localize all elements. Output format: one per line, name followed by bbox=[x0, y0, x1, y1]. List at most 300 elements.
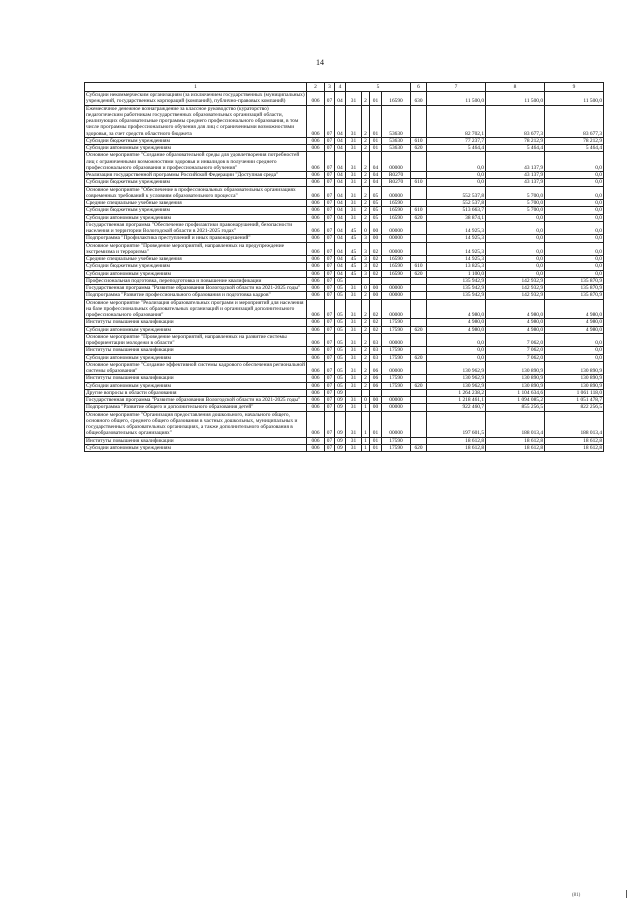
subsection-code-cell: 09 bbox=[335, 411, 346, 437]
amount-2021-cell: 0,0 bbox=[427, 152, 486, 172]
subprogram-code-cell: 3 bbox=[362, 256, 370, 263]
page-number: 14 bbox=[316, 58, 324, 67]
section-code-cell: 07 bbox=[325, 186, 335, 200]
section-code-cell: 07 bbox=[325, 105, 335, 137]
table-row bbox=[85, 361, 604, 375]
row-name-cell: Подпрограмма "Развитие общего и дополнительного образования детей" bbox=[85, 404, 307, 411]
section-code-cell: 07 bbox=[325, 333, 335, 347]
direction-code-cell: 16590 bbox=[382, 200, 411, 207]
header-cell: 2 bbox=[307, 83, 325, 92]
expense-type-cell bbox=[411, 277, 427, 284]
expense-type-cell bbox=[411, 389, 427, 396]
amount-2022-cell: 43 137,9 bbox=[486, 152, 545, 172]
amount-2022-cell: 11 500,0 bbox=[486, 92, 545, 106]
program-code-cell: 31 bbox=[346, 437, 362, 444]
amount-2023-cell: 135 870,9 bbox=[545, 277, 604, 284]
table-row bbox=[85, 105, 604, 137]
subsection-code-cell: 05 bbox=[335, 354, 346, 361]
section-code-cell: 07 bbox=[325, 235, 335, 242]
section-code-cell: 07 bbox=[325, 361, 335, 375]
direction-code-cell: 00000 bbox=[382, 411, 411, 437]
section-code-cell: 07 bbox=[325, 354, 335, 361]
ministry-code-cell: 006 bbox=[307, 333, 325, 347]
subsection-code-cell: 04 bbox=[335, 221, 346, 235]
direction-code-cell bbox=[382, 277, 411, 284]
amount-2022-cell: 1 104 634,6 bbox=[486, 389, 545, 396]
expense-type-cell: 620 bbox=[411, 214, 427, 221]
expense-type-cell bbox=[411, 397, 427, 404]
subprogram-code-cell bbox=[362, 277, 370, 284]
program-code-cell: 31 bbox=[346, 145, 362, 152]
row-name-cell: Реализация государственной программы Российской Федерации "Доступная среда" bbox=[85, 172, 307, 179]
budget-table bbox=[84, 82, 604, 452]
amount-2022-cell: 142 932,9 bbox=[486, 285, 545, 292]
amount-2022-cell: 142 932,9 bbox=[486, 277, 545, 284]
row-name-cell: Субсидии автономным учреждениям bbox=[85, 214, 307, 221]
subprogram-code-cell: 0 bbox=[362, 285, 370, 292]
subsection-code-cell: 04 bbox=[335, 270, 346, 277]
amount-2022-cell: 18 612,8 bbox=[486, 444, 545, 451]
direction-code-cell: 53630 bbox=[382, 105, 411, 137]
expense-type-cell bbox=[411, 186, 427, 200]
activity-code-cell: 04 bbox=[370, 152, 382, 172]
subprogram-code-cell: 1 bbox=[362, 437, 370, 444]
table-row bbox=[85, 137, 604, 144]
table-row bbox=[85, 186, 604, 200]
program-code-cell: 31 bbox=[346, 333, 362, 347]
activity-code-cell: 02 bbox=[370, 242, 382, 256]
section-code-cell: 07 bbox=[325, 375, 335, 382]
table-row bbox=[85, 404, 604, 411]
section-code-cell: 07 bbox=[325, 214, 335, 221]
subprogram-code-cell: 3 bbox=[362, 270, 370, 277]
ministry-code-cell: 006 bbox=[307, 375, 325, 382]
program-code-cell: 31 bbox=[346, 347, 362, 354]
section-code-cell: 07 bbox=[325, 256, 335, 263]
activity-code-cell: 00 bbox=[370, 235, 382, 242]
amount-2021-cell: 135 942,9 bbox=[427, 292, 486, 299]
table-row bbox=[85, 326, 604, 333]
program-code-cell bbox=[346, 277, 362, 284]
amount-2022-cell: 43 137,9 bbox=[486, 172, 545, 179]
expense-type-cell bbox=[411, 319, 427, 326]
row-name-cell: Субсидии бюджетным учреждениям bbox=[85, 137, 307, 144]
activity-code-cell: 04 bbox=[370, 172, 382, 179]
program-code-cell: 45 bbox=[346, 270, 362, 277]
section-code-cell: 07 bbox=[325, 242, 335, 256]
activity-code-cell: 01 bbox=[370, 145, 382, 152]
program-code-cell: 31 bbox=[346, 214, 362, 221]
ministry-code-cell: 006 bbox=[307, 242, 325, 256]
amount-2022-cell: 78 212,9 bbox=[486, 137, 545, 144]
subsection-code-cell: 05 bbox=[335, 292, 346, 299]
subprogram-code-cell: 3 bbox=[362, 235, 370, 242]
amount-2023-cell: 0,0 bbox=[545, 152, 604, 172]
direction-code-cell: 00000 bbox=[382, 285, 411, 292]
subprogram-code-cell: 2 bbox=[362, 92, 370, 106]
section-code-cell: 07 bbox=[325, 389, 335, 396]
section-code-cell: 07 bbox=[325, 319, 335, 326]
direction-code-cell: 00000 bbox=[382, 292, 411, 299]
table-row bbox=[85, 242, 604, 256]
subprogram-code-cell: 2 bbox=[362, 375, 370, 382]
activity-code-cell: 06 bbox=[370, 382, 382, 389]
direction-code-cell: 00000 bbox=[382, 397, 411, 404]
amount-2023-cell: 83 677,3 bbox=[545, 105, 604, 137]
program-code-cell: 31 bbox=[346, 200, 362, 207]
program-code-cell: 45 bbox=[346, 221, 362, 235]
amount-2023-cell: 0,0 bbox=[545, 221, 604, 235]
row-name-cell: Субсидии бюджетным учреждениям bbox=[85, 179, 307, 186]
amount-2022-cell: 4 980,0 bbox=[486, 319, 545, 326]
footer-mark bbox=[626, 890, 627, 898]
expense-type-cell bbox=[411, 221, 427, 235]
amount-2021-cell: 14 925,3 bbox=[427, 242, 486, 256]
row-name-cell: Субсидии автономным учреждениям bbox=[85, 145, 307, 152]
program-code-cell bbox=[346, 389, 362, 396]
activity-code-cell: 05 bbox=[370, 214, 382, 221]
direction-code-cell: 00000 bbox=[382, 404, 411, 411]
program-code-cell: 45 bbox=[346, 235, 362, 242]
ministry-code-cell: 006 bbox=[307, 172, 325, 179]
subsection-code-cell: 09 bbox=[335, 397, 346, 404]
subsection-code-cell: 04 bbox=[335, 179, 346, 186]
program-code-cell: 31 bbox=[346, 397, 362, 404]
amount-2023-cell: 0,0 bbox=[545, 172, 604, 179]
amount-2021-cell: 82 702,1 bbox=[427, 105, 486, 137]
ministry-code-cell: 006 bbox=[307, 92, 325, 106]
section-code-cell: 07 bbox=[325, 179, 335, 186]
activity-code-cell: 02 bbox=[370, 326, 382, 333]
program-code-cell: 31 bbox=[346, 285, 362, 292]
row-name-cell: Субсидии бюджетным учреждениям bbox=[85, 263, 307, 270]
direction-code-cell: R0270 bbox=[382, 172, 411, 179]
amount-2022-cell: 130 890,9 bbox=[486, 382, 545, 389]
amount-2022-cell: 4 980,0 bbox=[486, 299, 545, 319]
ministry-code-cell: 006 bbox=[307, 235, 325, 242]
subsection-code-cell: 04 bbox=[335, 137, 346, 144]
activity-code-cell: 00 bbox=[370, 285, 382, 292]
subsection-code-cell: 05 bbox=[335, 319, 346, 326]
subprogram-code-cell: 2 bbox=[362, 152, 370, 172]
ministry-code-cell: 006 bbox=[307, 361, 325, 375]
activity-code-cell: 01 bbox=[370, 444, 382, 451]
expense-type-cell: 610 bbox=[411, 179, 427, 186]
program-code-cell: 31 bbox=[346, 444, 362, 451]
ministry-code-cell: 006 bbox=[307, 411, 325, 437]
activity-code-cell: 02 bbox=[370, 299, 382, 319]
ministry-code-cell: 006 bbox=[307, 152, 325, 172]
program-code-cell: 31 bbox=[346, 152, 362, 172]
amount-2023-cell: 0,0 bbox=[545, 354, 604, 361]
amount-2022-cell: 0,0 bbox=[486, 256, 545, 263]
table-row bbox=[85, 382, 604, 389]
subprogram-code-cell: 2 bbox=[362, 214, 370, 221]
subprogram-code-cell: 2 bbox=[362, 207, 370, 214]
row-name-cell: Институты повышения квалификации bbox=[85, 437, 307, 444]
header-cell: 4 bbox=[335, 83, 346, 92]
amount-2021-cell: 14 925,3 bbox=[427, 256, 486, 263]
subprogram-code-cell: 2 bbox=[362, 319, 370, 326]
amount-2022-cell: 5 700,0 bbox=[486, 186, 545, 200]
amount-2022-cell: 18 612,8 bbox=[486, 437, 545, 444]
direction-code-cell: 00000 bbox=[382, 235, 411, 242]
ministry-code-cell: 006 bbox=[307, 285, 325, 292]
ministry-code-cell: 006 bbox=[307, 263, 325, 270]
amount-2022-cell: 5 700,0 bbox=[486, 207, 545, 214]
subsection-code-cell: 04 bbox=[335, 152, 346, 172]
subsection-code-cell: 09 bbox=[335, 389, 346, 396]
amount-2022-cell: 43 137,9 bbox=[486, 179, 545, 186]
ministry-code-cell: 006 bbox=[307, 207, 325, 214]
expense-type-cell: 630 bbox=[411, 92, 427, 106]
subsection-code-cell: 05 bbox=[335, 277, 346, 284]
ministry-code-cell: 006 bbox=[307, 347, 325, 354]
amount-2021-cell: 18 612,8 bbox=[427, 437, 486, 444]
direction-code-cell: 16590 bbox=[382, 263, 411, 270]
activity-code-cell: 00 bbox=[370, 404, 382, 411]
amount-2021-cell: 922 460,7 bbox=[427, 404, 486, 411]
activity-code-cell: 02 bbox=[370, 319, 382, 326]
expense-type-cell: 610 bbox=[411, 207, 427, 214]
amount-2021-cell: 1 218 461,1 bbox=[427, 397, 486, 404]
row-name-cell: Субсидии автономным учреждениям bbox=[85, 382, 307, 389]
activity-code-cell: 03 bbox=[370, 347, 382, 354]
header-cell: 5 bbox=[346, 83, 411, 92]
direction-code-cell: 17590 bbox=[382, 326, 411, 333]
activity-code-cell: 01 bbox=[370, 92, 382, 106]
row-name-cell: Основное мероприятие "Проведение мероприятий, направленных на развитие системы профориентации молодежи в области" bbox=[85, 333, 307, 347]
row-name-cell: Институты повышения квалификации bbox=[85, 375, 307, 382]
amount-2023-cell: 822 256,5 bbox=[545, 404, 604, 411]
ministry-code-cell: 006 bbox=[307, 221, 325, 235]
activity-code-cell bbox=[370, 277, 382, 284]
expense-type-cell: 620 bbox=[411, 382, 427, 389]
program-code-cell: 31 bbox=[346, 179, 362, 186]
header-cell: 6 bbox=[411, 83, 427, 92]
amount-2022-cell: 0,0 bbox=[486, 221, 545, 235]
program-code-cell: 31 bbox=[346, 92, 362, 106]
amount-2021-cell: 4 980,0 bbox=[427, 326, 486, 333]
expense-type-cell: 620 bbox=[411, 444, 427, 451]
activity-code-cell: 06 bbox=[370, 361, 382, 375]
subsection-code-cell: 04 bbox=[335, 172, 346, 179]
section-code-cell: 07 bbox=[325, 404, 335, 411]
amount-2021-cell: 4 980,0 bbox=[427, 299, 486, 319]
amount-2023-cell: 188 013,4 bbox=[545, 411, 604, 437]
amount-2022-cell: 5 464,4 bbox=[486, 145, 545, 152]
direction-code-cell: 17590 bbox=[382, 444, 411, 451]
subprogram-code-cell: 0 bbox=[362, 221, 370, 235]
amount-2021-cell: 130 962,9 bbox=[427, 361, 486, 375]
row-name-cell: Профессиональная подготовка, переподготовка и повышение квалификации bbox=[85, 277, 307, 284]
amount-2022-cell: 188 013,4 bbox=[486, 411, 545, 437]
activity-code-cell: 00 bbox=[370, 397, 382, 404]
section-code-cell: 07 bbox=[325, 292, 335, 299]
subsection-code-cell: 05 bbox=[335, 299, 346, 319]
subsection-code-cell: 04 bbox=[335, 263, 346, 270]
section-code-cell: 07 bbox=[325, 145, 335, 152]
row-name-cell: Субсидии некоммерческим организациям (за исключением государственных (муниципальных) учреждений, государственных корпораций (компаний), публично-правовых компаний) bbox=[86, 92, 305, 105]
expense-type-cell: 610 bbox=[411, 263, 427, 270]
direction-code-cell: 00000 bbox=[382, 299, 411, 319]
amount-2023-cell: 0,0 bbox=[545, 333, 604, 347]
amount-2022-cell: 0,0 bbox=[486, 235, 545, 242]
header-cell: 8 bbox=[486, 83, 545, 92]
activity-code-cell: 01 bbox=[370, 411, 382, 437]
row-name-cell: Государственная программа "Обеспечение профилактики правонарушений, безопасности населения и территории Вологодской области в 2021-2025 годах" bbox=[85, 221, 307, 235]
subprogram-code-cell: 2 bbox=[362, 292, 370, 299]
subprogram-code-cell: 2 bbox=[362, 354, 370, 361]
section-code-cell: 07 bbox=[325, 326, 335, 333]
expense-type-cell bbox=[411, 256, 427, 263]
direction-code-cell: 00000 bbox=[382, 333, 411, 347]
table-row bbox=[85, 256, 604, 263]
subsection-code-cell: 04 bbox=[335, 200, 346, 207]
ministry-code-cell: 006 bbox=[307, 200, 325, 207]
activity-code-cell: 05 bbox=[370, 200, 382, 207]
row-name-cell: Ежемесячное денежное вознаграждение за классное руководство (кураторство) педагогическим работникам государственных образовательных организаций области, реализующих образовательные программы среднего профессионального образования, в том числе программы профессионального обучения для лиц с ограниченными возможностями здоровья, за счет средств областного бюджета bbox=[85, 105, 307, 137]
subsection-code-cell: 04 bbox=[335, 105, 346, 137]
row-name-cell: Подпрограмма "Развитие профессионального образования и подготовка кадров" bbox=[85, 292, 307, 299]
ministry-code-cell: 006 bbox=[307, 404, 325, 411]
amount-2023-cell: 78 212,9 bbox=[545, 137, 604, 144]
subprogram-code-cell: 2 bbox=[362, 361, 370, 375]
expense-type-cell bbox=[411, 347, 427, 354]
amount-2021-cell: 11 500,0 bbox=[427, 92, 486, 106]
amount-2022-cell: 5 700,0 bbox=[486, 200, 545, 207]
expense-type-cell bbox=[411, 105, 427, 137]
expense-type-cell: 620 bbox=[411, 270, 427, 277]
subsection-code-cell: 05 bbox=[335, 285, 346, 292]
program-code-cell: 31 bbox=[346, 361, 362, 375]
table-row bbox=[85, 263, 604, 270]
table-row bbox=[85, 270, 604, 277]
expense-type-cell bbox=[411, 292, 427, 299]
amount-2023-cell: 130 890,9 bbox=[545, 361, 604, 375]
expense-type-cell bbox=[411, 411, 427, 437]
ministry-code-cell: 006 bbox=[307, 299, 325, 319]
subprogram-code-cell: 2 bbox=[362, 137, 370, 144]
amount-2022-cell: 0,0 bbox=[486, 242, 545, 256]
amount-2021-cell: 552 537,8 bbox=[427, 200, 486, 207]
amount-2023-cell: 11 500,0 bbox=[545, 92, 604, 106]
amount-2023-cell: 0,0 bbox=[545, 200, 604, 207]
amount-2022-cell: 1 094 085,2 bbox=[486, 397, 545, 404]
amount-2021-cell: 14 925,3 bbox=[427, 221, 486, 235]
ministry-code-cell: 006 bbox=[307, 389, 325, 396]
program-code-cell: 31 bbox=[346, 382, 362, 389]
subprogram-code-cell: 2 bbox=[362, 200, 370, 207]
subsection-code-cell: 05 bbox=[335, 361, 346, 375]
program-code-cell: 31 bbox=[346, 105, 362, 137]
direction-code-cell: 17590 bbox=[382, 375, 411, 382]
activity-code-cell: 00 bbox=[370, 292, 382, 299]
ministry-code-cell: 006 bbox=[307, 256, 325, 263]
table-row bbox=[85, 333, 604, 347]
row-name-cell: Субсидии автономным учреждениям bbox=[85, 326, 307, 333]
amount-2021-cell: 130 962,9 bbox=[427, 375, 486, 382]
row-name-cell: Основное мероприятие "Обеспечение в профессиональных образовательных организациях современных требований к условиям образовательного процесса" bbox=[85, 186, 307, 200]
amount-2021-cell: 0,0 bbox=[427, 354, 486, 361]
row-name-cell: Средние специальные учебные заведения bbox=[85, 256, 307, 263]
table-row bbox=[85, 411, 604, 437]
ministry-code-cell: 006 bbox=[307, 179, 325, 186]
table-row bbox=[85, 277, 604, 284]
row-name-cell: Государственная программа "Развитие образования Вологодской области на 2021-2025 годы" bbox=[85, 397, 307, 404]
subprogram-code-cell: 2 bbox=[362, 326, 370, 333]
subsection-code-cell: 04 bbox=[335, 92, 346, 106]
direction-code-cell: 53630 bbox=[382, 145, 411, 152]
section-code-cell: 07 bbox=[325, 444, 335, 451]
ministry-code-cell: 006 bbox=[307, 397, 325, 404]
section-code-cell: 07 bbox=[325, 437, 335, 444]
direction-code-cell: 17590 bbox=[382, 437, 411, 444]
subprogram-code-cell: 3 bbox=[362, 263, 370, 270]
amount-2023-cell: 0,0 bbox=[545, 214, 604, 221]
table-body bbox=[85, 92, 604, 452]
activity-code-cell: 05 bbox=[370, 186, 382, 200]
amount-2023-cell: 18 612,8 bbox=[545, 437, 604, 444]
amount-2022-cell: 130 890,9 bbox=[486, 375, 545, 382]
subprogram-code-cell bbox=[362, 389, 370, 396]
amount-2023-cell: 4 980,0 bbox=[545, 319, 604, 326]
amount-2023-cell: 135 870,9 bbox=[545, 292, 604, 299]
footer-note: (81) bbox=[572, 893, 581, 898]
ministry-code-cell: 006 bbox=[307, 292, 325, 299]
direction-code-cell: 00000 bbox=[382, 361, 411, 375]
direction-code-cell: 16590 bbox=[382, 256, 411, 263]
section-code-cell: 07 bbox=[325, 207, 335, 214]
amount-2021-cell: 135 942,9 bbox=[427, 277, 486, 284]
ministry-code-cell: 006 bbox=[307, 270, 325, 277]
program-code-cell: 45 bbox=[346, 263, 362, 270]
amount-2022-cell: 0,0 bbox=[486, 263, 545, 270]
subprogram-code-cell: 2 bbox=[362, 179, 370, 186]
expense-type-cell bbox=[411, 375, 427, 382]
table-row bbox=[85, 145, 604, 152]
amount-2021-cell: 0,0 bbox=[427, 172, 486, 179]
activity-code-cell: 02 bbox=[370, 256, 382, 263]
header-cell: 9 bbox=[545, 83, 604, 92]
amount-2021-cell: 4 980,0 bbox=[427, 319, 486, 326]
amount-2022-cell: 83 677,3 bbox=[486, 105, 545, 137]
table-row bbox=[85, 292, 604, 299]
amount-2021-cell: 552 537,8 bbox=[427, 186, 486, 200]
section-code-cell: 07 bbox=[325, 411, 335, 437]
amount-2022-cell: 142 932,9 bbox=[486, 292, 545, 299]
program-code-cell: 31 bbox=[346, 186, 362, 200]
subsection-code-cell: 09 bbox=[335, 437, 346, 444]
subsection-code-cell: 05 bbox=[335, 375, 346, 382]
table-row bbox=[85, 319, 604, 326]
amount-2022-cell: 7 062,0 bbox=[486, 333, 545, 347]
subprogram-code-cell: 3 bbox=[362, 242, 370, 256]
subprogram-code-cell: 2 bbox=[362, 105, 370, 137]
direction-code-cell: R0270 bbox=[382, 179, 411, 186]
direction-code-cell: 53630 bbox=[382, 137, 411, 144]
program-code-cell: 31 bbox=[346, 172, 362, 179]
activity-code-cell: 01 bbox=[370, 437, 382, 444]
expense-type-cell bbox=[411, 299, 427, 319]
ministry-code-cell: 006 bbox=[307, 137, 325, 144]
table-row bbox=[85, 397, 604, 404]
program-code-cell: 31 bbox=[346, 354, 362, 361]
amount-2021-cell: 1 264 238,2 bbox=[427, 389, 486, 396]
program-code-cell: 31 bbox=[346, 299, 362, 319]
amount-2021-cell: 130 962,9 bbox=[427, 382, 486, 389]
header-cell: 1 bbox=[85, 83, 307, 92]
